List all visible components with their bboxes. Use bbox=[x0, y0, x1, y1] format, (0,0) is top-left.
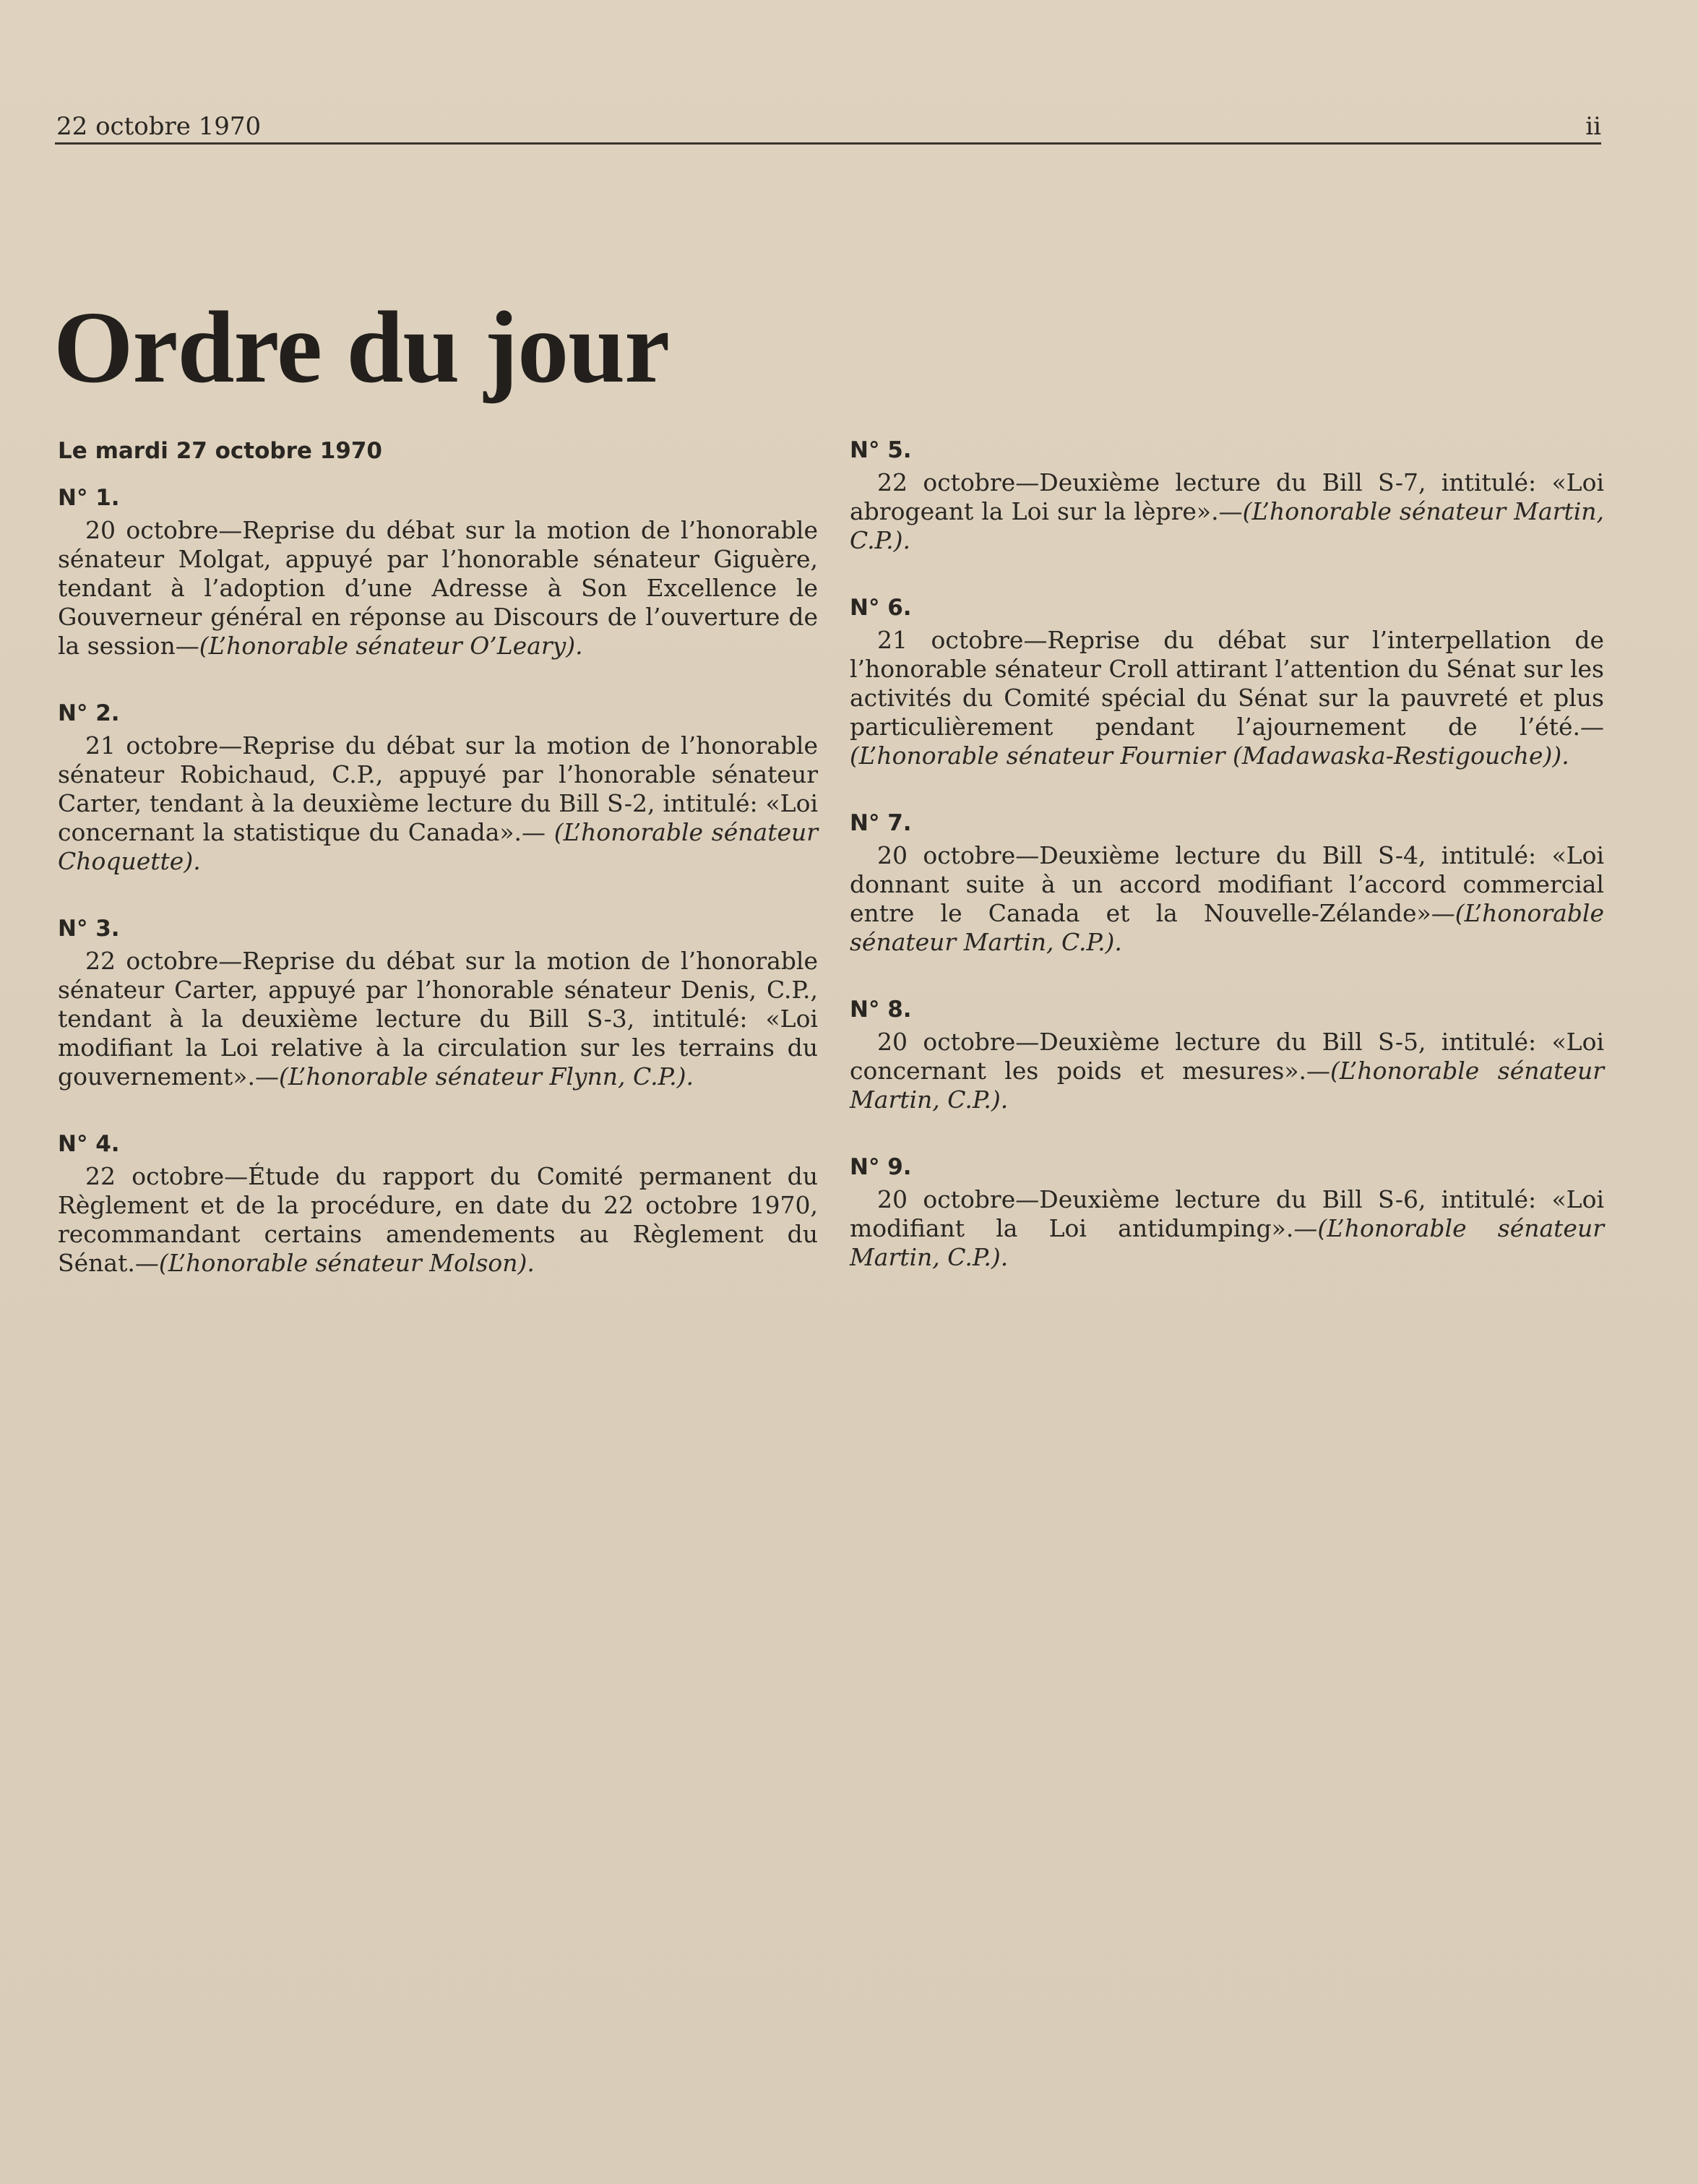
order-item bbox=[58, 697, 818, 876]
right-column bbox=[850, 434, 1604, 1308]
left-column bbox=[58, 434, 818, 1314]
item-number: N° 8. bbox=[850, 997, 912, 1023]
page-number: ii bbox=[1585, 112, 1601, 141]
item-description: 22 octobre—Reprise du débat sur la motion de l’honorable sénateur Carter, appuyé par l’honorable sénateur Denis, C.P., tendant à la deuxième lecture du Bill S-3, intitulé: «Loi modifiant la Loi relative à la circulation sur les terrains du gouvernement».— bbox=[58, 947, 818, 1091]
item-text bbox=[850, 1185, 1604, 1272]
item-reference: (L’honorable sénateur Martin, C.P.). bbox=[850, 1057, 1604, 1114]
item-text bbox=[58, 731, 818, 876]
item-reference: (L’honorable sénateur Molson). bbox=[158, 1249, 535, 1277]
item-number: N° 5. bbox=[850, 437, 912, 463]
item-text bbox=[850, 468, 1604, 555]
item-reference: (L’honorable sénateur Choquette). bbox=[58, 818, 819, 875]
item-reference: (L’honorable sénateur Fournier (Madawaska-Restigouche)). bbox=[850, 741, 1569, 770]
page-title: Ordre du jour bbox=[53, 290, 670, 404]
item-description: 20 octobre—Deuxième lecture du Bill S-5, intitulé: «Loi concernant les poids et mesures».— bbox=[850, 1028, 1604, 1085]
header-rule bbox=[55, 142, 1601, 145]
item-number: N° 6. bbox=[850, 595, 912, 621]
item-reference: (L’honorable sénateur Flynn, C.P.). bbox=[279, 1062, 694, 1091]
order-item bbox=[58, 912, 818, 1091]
item-text bbox=[850, 626, 1604, 770]
item-number: N° 4. bbox=[58, 1131, 120, 1157]
order-item bbox=[850, 591, 1604, 770]
item-number: N° 9. bbox=[850, 1154, 912, 1180]
item-description: 20 octobre—Reprise du débat sur la motion de l’honorable sénateur Molgat, appuyé par l’honorable sénateur Giguère, tendant à l’adoption d’une Adresse à Son Excellence le Gouverneur général en réponse au Discours de l’ouverture de la session— bbox=[58, 516, 818, 660]
item-reference: (L’honorable sénateur Martin, C.P.). bbox=[850, 1214, 1604, 1271]
item-text bbox=[58, 516, 818, 661]
item-number: N° 1. bbox=[58, 485, 120, 511]
item-description: 20 octobre—Deuxième lecture du Bill S-6, intitulé: «Loi modifiant la Loi antidumping».— bbox=[850, 1185, 1604, 1242]
item-number: N° 3. bbox=[58, 916, 120, 942]
item-text bbox=[58, 1162, 818, 1278]
item-description: 20 octobre—Deuxième lecture du Bill S-4, intitulé: «Loi donnant suite à un accord modifiant l’accord commercial entre le Canada et la Nouvelle-Zélande»— bbox=[850, 841, 1604, 927]
running-head bbox=[56, 110, 1601, 143]
item-description: 22 octobre—Deuxième lecture du Bill S-7, intitulé: «Loi abrogeant la Loi sur la lèpre».— bbox=[850, 468, 1604, 525]
item-text bbox=[58, 947, 818, 1091]
order-item bbox=[850, 1151, 1604, 1272]
order-item bbox=[850, 434, 1604, 555]
item-number: N° 7. bbox=[850, 810, 912, 836]
order-item bbox=[58, 481, 818, 661]
item-number: N° 2. bbox=[58, 700, 120, 726]
item-text bbox=[850, 1028, 1604, 1114]
item-description: 21 octobre—Reprise du débat sur la motion de l’honorable sénateur Robichaud, C.P., appuyé par l’honorable sénateur Carter, tendant à la deuxième lecture du Bill S-2, intitulé: «Loi concernant la statistique du Canada».— bbox=[58, 731, 818, 846]
item-text bbox=[850, 841, 1604, 957]
item-description: 21 octobre—Reprise du débat sur l’interpellation de l’honorable sénateur Croll attirant l’attention du Sénat sur les activités du Comité spécial du Sénat sur la pauvreté et plus particulièrement pendant l’ajournement de l’été.— bbox=[850, 626, 1604, 741]
item-description: 22 octobre—Étude du rapport du Comité permanent du Règlement et de la procédure, en date du 22 octobre 1970, recommandant certains amendements au Règlement du Sénat.— bbox=[58, 1162, 818, 1277]
header-date: 22 octobre 1970 bbox=[56, 112, 262, 141]
item-reference: (L’honorable sénateur Martin, C.P.). bbox=[850, 497, 1604, 554]
item-reference: (L’honorable sénateur O’Leary). bbox=[199, 632, 583, 660]
sitting-date: Le mardi 27 octobre 1970 bbox=[58, 438, 382, 464]
order-item bbox=[850, 993, 1604, 1114]
order-item bbox=[58, 1127, 818, 1278]
order-item bbox=[850, 807, 1604, 957]
item-reference: (L’honorable sénateur Martin, C.P.). bbox=[850, 899, 1604, 956]
